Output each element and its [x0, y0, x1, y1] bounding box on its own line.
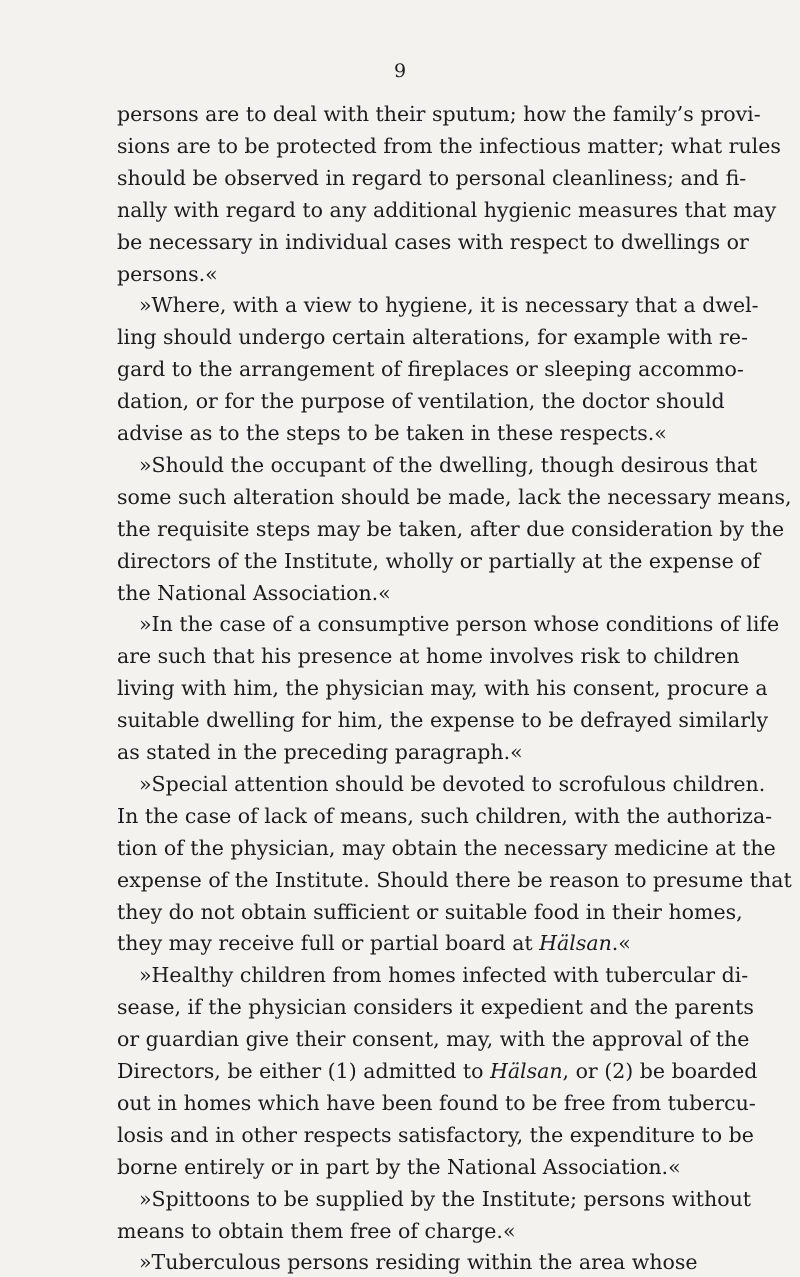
- text-line: they may receive full or partial board at Hälsan.«: [117, 931, 631, 956]
- text-line: »Where, with a view to hygiene, it is necessary that a dwel-: [139, 293, 759, 318]
- text-line: nally with regard to any additional hygienic measures that may: [117, 197, 777, 222]
- text-line: are such that his presence at home involves risk to children: [117, 644, 740, 669]
- text-line: ling should undergo certain alterations, for example with re-: [117, 325, 748, 350]
- text-line: »Tuberculous persons residing within the area whose: [139, 1250, 698, 1275]
- text-line: sease, if the physician considers it expedient and the parents: [117, 995, 754, 1020]
- text-line: »Should the occupant of the dwelling, though desirous that: [139, 452, 758, 477]
- text-line: means to obtain them free of charge.«: [117, 1218, 516, 1243]
- text-line: some such alteration should be made, lack the necessary means,: [117, 484, 792, 509]
- text-line: or guardian give their consent, may, with the approval of the: [117, 1027, 750, 1052]
- text-line: In the case of lack of means, such children, with the authoriza-: [117, 803, 773, 828]
- text-line: persons.«: [117, 261, 218, 286]
- text-line: persons are to deal with their sputum; how the family’s provi-: [117, 102, 761, 126]
- text-line: the National Association.«: [117, 580, 391, 605]
- text-line: borne entirely or in part by the National Association.«: [117, 1154, 681, 1179]
- text-line: living with him, the physician may, with his consent, procure a: [117, 676, 768, 701]
- text-line: should be observed in regard to personal cleanliness; and fi-: [117, 165, 747, 190]
- text-line: suitable dwelling for him, the expense to be defrayed similarly: [117, 708, 769, 733]
- text-line: directors of the Institute, wholly or partially at the expense of: [117, 548, 761, 573]
- text-line: out in homes which have been found to be free from tubercu-: [117, 1090, 756, 1115]
- text-line: be necessary in individual cases with respect to dwellings or: [117, 229, 749, 254]
- page-number: 9: [393, 60, 407, 82]
- text-line: they do not obtain sufficient or suitable food in their homes,: [117, 899, 743, 924]
- text-line: the requisite steps may be taken, after due consideration by the: [117, 516, 785, 541]
- text-line: expense of the Institute. Should there be reason to presume that: [117, 867, 792, 892]
- text-line: sions are to be protected from the infectious matter; what rules: [117, 133, 781, 158]
- text-line: gard to the arrangement of fireplaces or sleeping accommo-: [117, 357, 744, 382]
- text-line: dation, or for the purpose of ventilation, the doctor should: [117, 389, 725, 414]
- text-line: »Healthy children from homes infected with tubercular di-: [139, 963, 749, 988]
- text-line: »Spittoons to be supplied by the Institute; persons without: [139, 1186, 752, 1211]
- text-line: »Special attention should be devoted to scrofulous children.: [139, 771, 766, 796]
- text-line: as stated in the preceding paragraph.«: [117, 740, 523, 764]
- text-line: advise as to the steps to be taken in these respects.«: [117, 421, 667, 445]
- text-line: Directors, be either (1) admitted to Hälsan, or (2) be boarded: [117, 1059, 758, 1083]
- text-line: »In the case of a consumptive person whose conditions of life: [139, 612, 780, 637]
- text-line: tion of the physician, may obtain the necessary medicine at the: [117, 835, 776, 860]
- text-line: losis and in other respects satisfactory, the expenditure to be: [117, 1122, 754, 1147]
